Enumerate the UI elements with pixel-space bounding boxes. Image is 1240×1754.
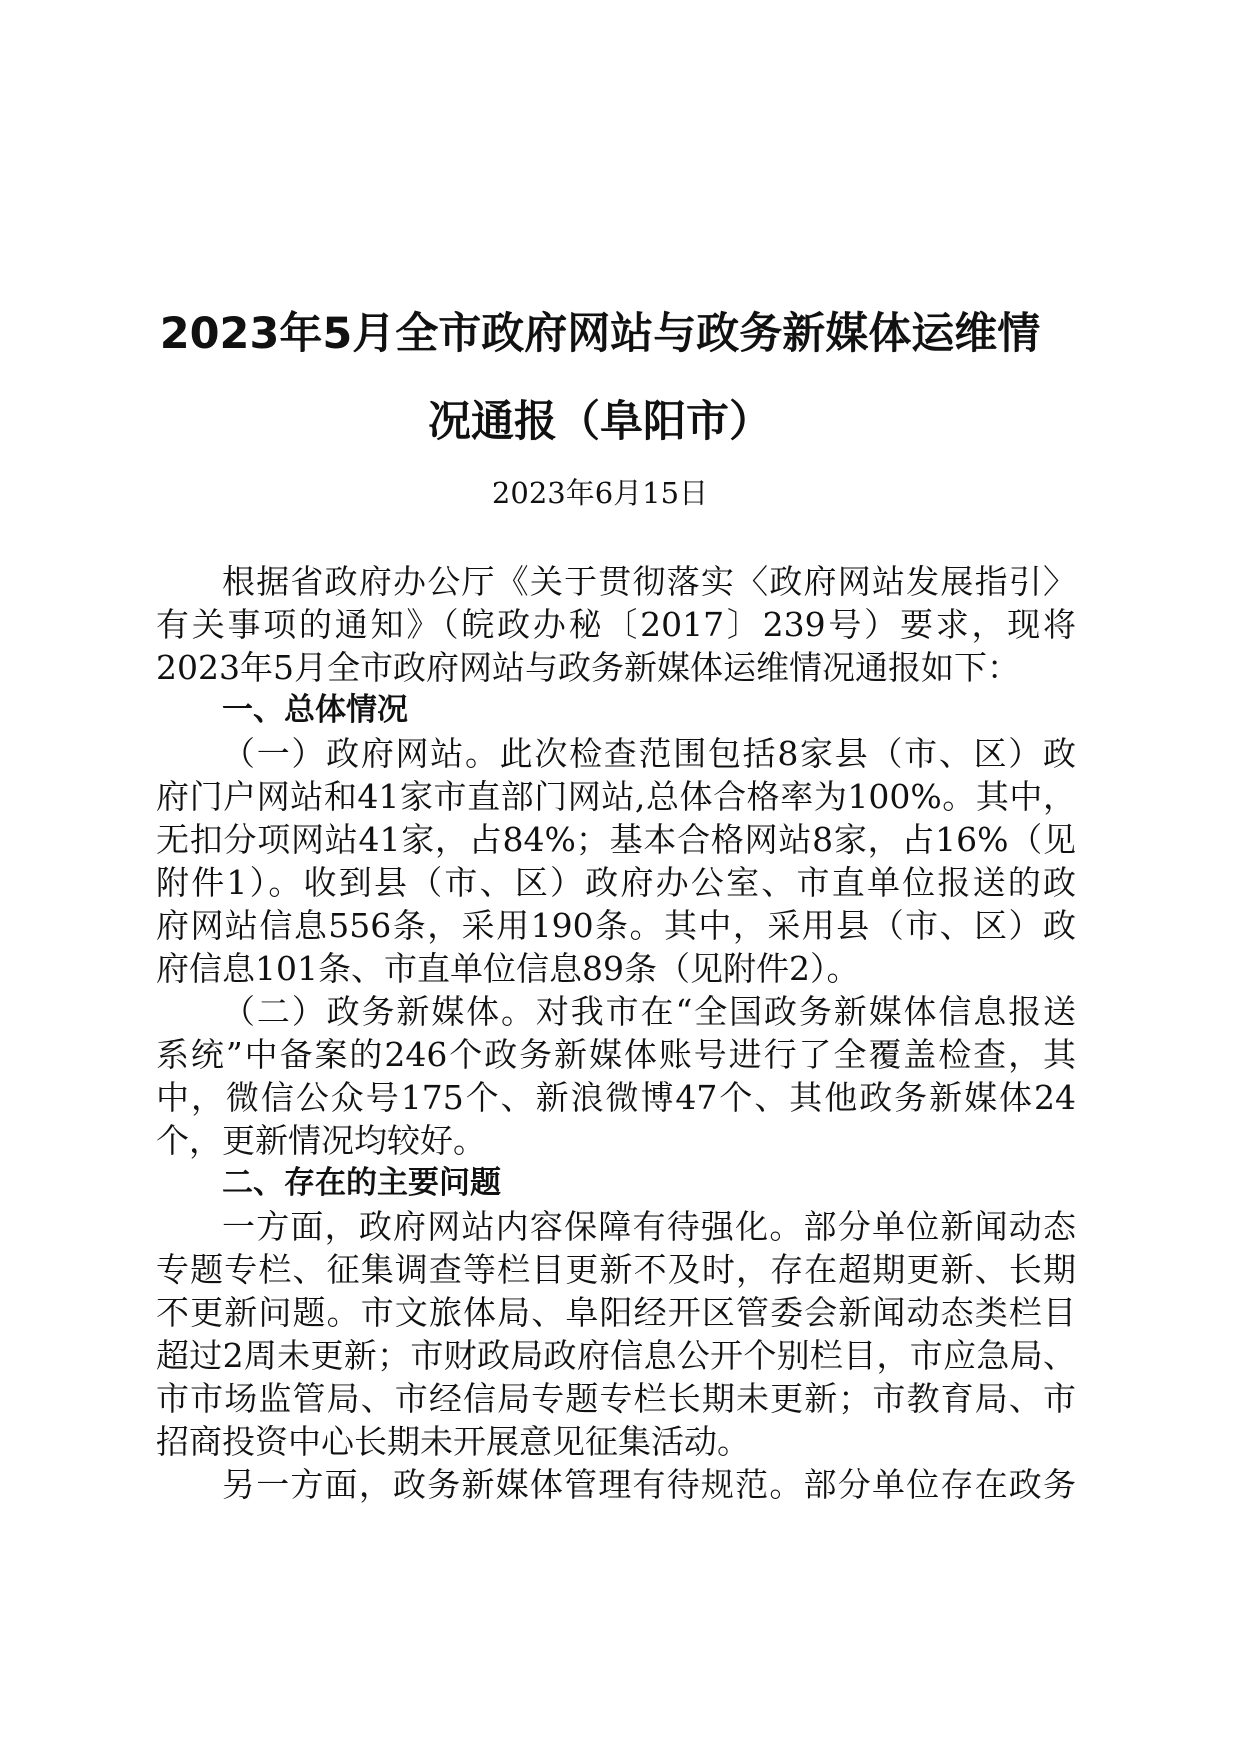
paragraph-line: 一方面，政府网站内容保障有待强化。部分单位新闻动态 (222, 1207, 1076, 1246)
paragraph-line: 不更新问题。市文旅体局、阜阳经开区管委会新闻动态类栏目 (156, 1293, 1076, 1332)
paragraph-line: （一）政府网站。此次检查范围包括8家县（市、区）政 (222, 734, 1076, 773)
paragraph-line: 招商投资中心长期未开展意见征集活动。 (156, 1422, 750, 1461)
paragraph-line: 无扣分项网站41家，占84%；基本合格网站8家，占16%（见 (156, 820, 1076, 859)
paragraph-line: 附件1）。收到县（市、区）政府办公室、市直单位报送的政 (156, 863, 1076, 902)
paragraph-line: 2023年5月全市政府网站与政务新媒体运维情况通报如下： (156, 648, 1020, 687)
paragraph-line: 府网站信息556条，采用190条。其中，采用县（市、区）政 (156, 906, 1076, 945)
document-date: 2023年6月15日 (491, 476, 709, 510)
paragraph-line: 超过2周未更新；市财政局政府信息公开个别栏目，市应急局、 (156, 1336, 1076, 1375)
paragraph-line: 市市场监管局、市经信局专题专栏长期未更新；市教育局、市 (156, 1379, 1076, 1418)
section-heading-problems: 二、存在的主要问题 (222, 1165, 501, 1201)
section-heading-overview: 一、总体情况 (222, 692, 408, 728)
paragraph-line: 系统”中备案的246个政务新媒体账号进行了全覆盖检查，其 (156, 1035, 1076, 1074)
document-title-line-2: 况通报（阜阳市） (428, 397, 772, 447)
paragraph-line: 个，更新情况均较好。 (156, 1121, 486, 1160)
paragraph-line: 府门户网站和41家市直部门网站,总体合格率为100%。其中， (156, 777, 1076, 816)
paragraph-line: （二）政务新媒体。对我市在“全国政务新媒体信息报送 (222, 992, 1076, 1031)
paragraph-line: 根据省政府办公厅《关于贯彻落实〈政府网站发展指引〉 (222, 562, 1076, 601)
document-body (156, 560, 1076, 1506)
document-title-line-1: 2023年5月全市政府网站与政务新媒体运维情 (159, 309, 1041, 359)
paragraph-line: 另一方面，政务新媒体管理有待规范。部分单位存在政务 (222, 1465, 1076, 1504)
paragraph-line: 专题专栏、征集调查等栏目更新不及时，存在超期更新、长期 (156, 1250, 1076, 1289)
paragraph-line: 中，微信公众号175个、新浪微博47个、其他政务新媒体24 (156, 1078, 1076, 1117)
paragraph-line: 有关事项的通知》（皖政办秘〔2017〕239号）要求，现将 (156, 605, 1076, 644)
paragraph-line: 府信息101条、市直单位信息89条（见附件2）。 (156, 949, 860, 988)
